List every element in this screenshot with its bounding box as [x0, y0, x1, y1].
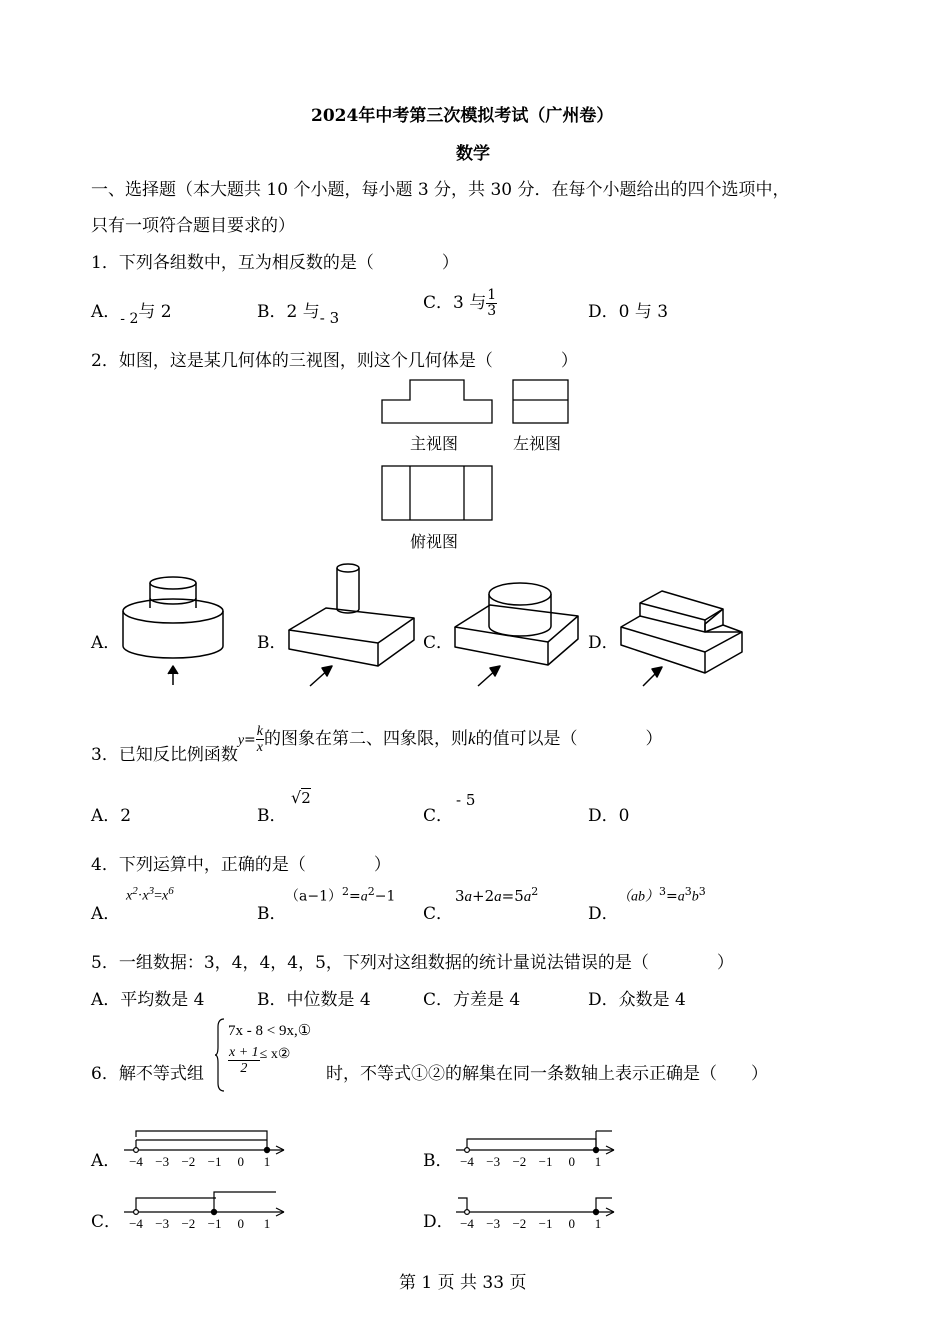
q3-stem: 3．已知反比例函数y= $\frac{k}{x}$ 的图象在第二、四象限，则k的值可以是（ ）	[91, 724, 663, 765]
q3-option-c-value: - 5	[456, 791, 476, 809]
q5-option-c[interactable]: C．方差是 4	[423, 990, 521, 1010]
q6-label-d[interactable]: D．	[423, 1212, 454, 1232]
q6-stem-pre: 6．解不等式组	[91, 1064, 204, 1084]
q4-stem: 4．下列运算中，正确的是（ ）	[91, 855, 391, 875]
fraction-k-over-x: $\frac{k}{x}$	[256, 724, 263, 755]
front-view-label: 主视图	[410, 434, 459, 453]
tick-label: −1	[538, 1154, 553, 1169]
tick-label: −3	[486, 1154, 501, 1169]
page-footer: 第 1 页 共 33 页	[399, 1273, 527, 1293]
tick-label: −2	[181, 1154, 196, 1169]
q2-label-c[interactable]: C．	[423, 633, 454, 653]
q4-label-b[interactable]: B．	[257, 904, 287, 924]
q4-expr-a: $x^2\cdot x^3=x^6$	[126, 885, 174, 904]
subject-title: 数学	[456, 144, 490, 164]
number-line-c	[124, 1192, 284, 1216]
number-line-d	[456, 1198, 614, 1216]
top-view-label: 俯视图	[410, 532, 459, 551]
tick-label: 1	[594, 1154, 602, 1169]
q1-option-a[interactable]: A．$_{- 2}$与 2	[91, 302, 172, 327]
q4-label-d[interactable]: D．	[588, 904, 619, 924]
number-line-b	[456, 1131, 614, 1154]
tick-label: −2	[512, 1154, 527, 1169]
q5-option-a[interactable]: A．平均数是 4	[91, 990, 205, 1010]
tick-label: 0	[568, 1154, 576, 1169]
tick-label: −2	[181, 1216, 196, 1231]
q4-label-a[interactable]: A．	[91, 904, 121, 924]
tick-label: −2	[512, 1216, 527, 1231]
q6-inequality-1: 7x - 8 < 9x,①	[228, 1023, 312, 1039]
q5-option-d[interactable]: D．众数是 4	[588, 990, 686, 1010]
q4-expr-c: $3a+2a=5a^2$	[455, 885, 539, 905]
tick-label: 0	[568, 1216, 576, 1231]
q1-option-d[interactable]: D．0 与 3	[588, 302, 669, 322]
q6-label-a[interactable]: A．	[91, 1151, 121, 1171]
q6-label-b[interactable]: B．	[423, 1151, 453, 1171]
q2-stem: 2．如图，这是某几何体的三视图，则这个几何体是（ ）	[91, 351, 578, 371]
q6-stem-post: 时，不等式①②的解集在同一条数轴上表示正确是（ ）	[326, 1064, 768, 1084]
q1-stem: 1．下列各组数中，互为相反数的是（ ）	[91, 253, 459, 273]
left-view-label: 左视图	[513, 434, 562, 453]
tick-label: 1	[594, 1216, 602, 1231]
tick-label: −3	[155, 1216, 170, 1231]
q1-option-c[interactable]: C．3 与 $\frac{1}{3}$	[423, 287, 497, 319]
q5-option-b[interactable]: B．中位数是 4	[257, 990, 371, 1010]
tick-label: −1	[207, 1216, 222, 1231]
tick-label: 1	[263, 1154, 271, 1169]
tick-label: −4	[460, 1154, 474, 1169]
q4-label-c[interactable]: C．	[423, 904, 454, 924]
q6-label-c[interactable]: C．	[91, 1212, 122, 1232]
number-line-a	[124, 1131, 284, 1154]
tick-label: −1	[207, 1154, 222, 1169]
tick-label: −4	[460, 1216, 474, 1231]
q4-expr-d: $(ab)^3=a^3b^3$	[617, 885, 706, 905]
q3-option-a[interactable]: A．2	[91, 806, 132, 826]
q6-inequality-2: $\frac{x + 1}{2}$ ≤ x②	[229, 1045, 291, 1076]
q1-option-b[interactable]: B．2 与- 3	[257, 302, 340, 327]
fraction-one-third: $\frac{1}{3}$	[487, 287, 497, 319]
q3-option-d[interactable]: D．0	[588, 806, 630, 826]
q2-label-b[interactable]: B．	[257, 633, 287, 653]
tick-label: −4	[129, 1216, 143, 1231]
tick-label: −3	[155, 1154, 170, 1169]
tick-label: 0	[237, 1154, 245, 1169]
section-heading-line1: 一、选择题（本大题共 10 个小题，每小题 3 分，共 30 分．在每个小题给出的四个选项中，	[91, 180, 790, 200]
q2-label-d[interactable]: D．	[588, 633, 619, 653]
tick-label: 1	[263, 1216, 271, 1231]
tick-label: −4	[129, 1154, 143, 1169]
tick-label: −1	[538, 1216, 553, 1231]
q3-option-c[interactable]: C．	[423, 806, 454, 826]
page-title: 2024年中考第三次模拟考试（广州卷）	[311, 106, 614, 126]
q4-expr-b: $(a-1)^2=a^2-1$	[285, 885, 396, 905]
tick-label: 0	[237, 1216, 245, 1231]
tick-label: −3	[486, 1216, 501, 1231]
q5-stem: 5．一组数据：3，4，4，4，5，下列对这组数据的统计量说法错误的是（ ）	[91, 953, 734, 973]
section-heading-line2: 只有一项符合题目要求的）	[91, 216, 295, 236]
sqrt-two: √2	[291, 788, 311, 807]
q2-label-a[interactable]: A．	[91, 633, 121, 653]
q3-option-b[interactable]: B．	[257, 806, 287, 826]
